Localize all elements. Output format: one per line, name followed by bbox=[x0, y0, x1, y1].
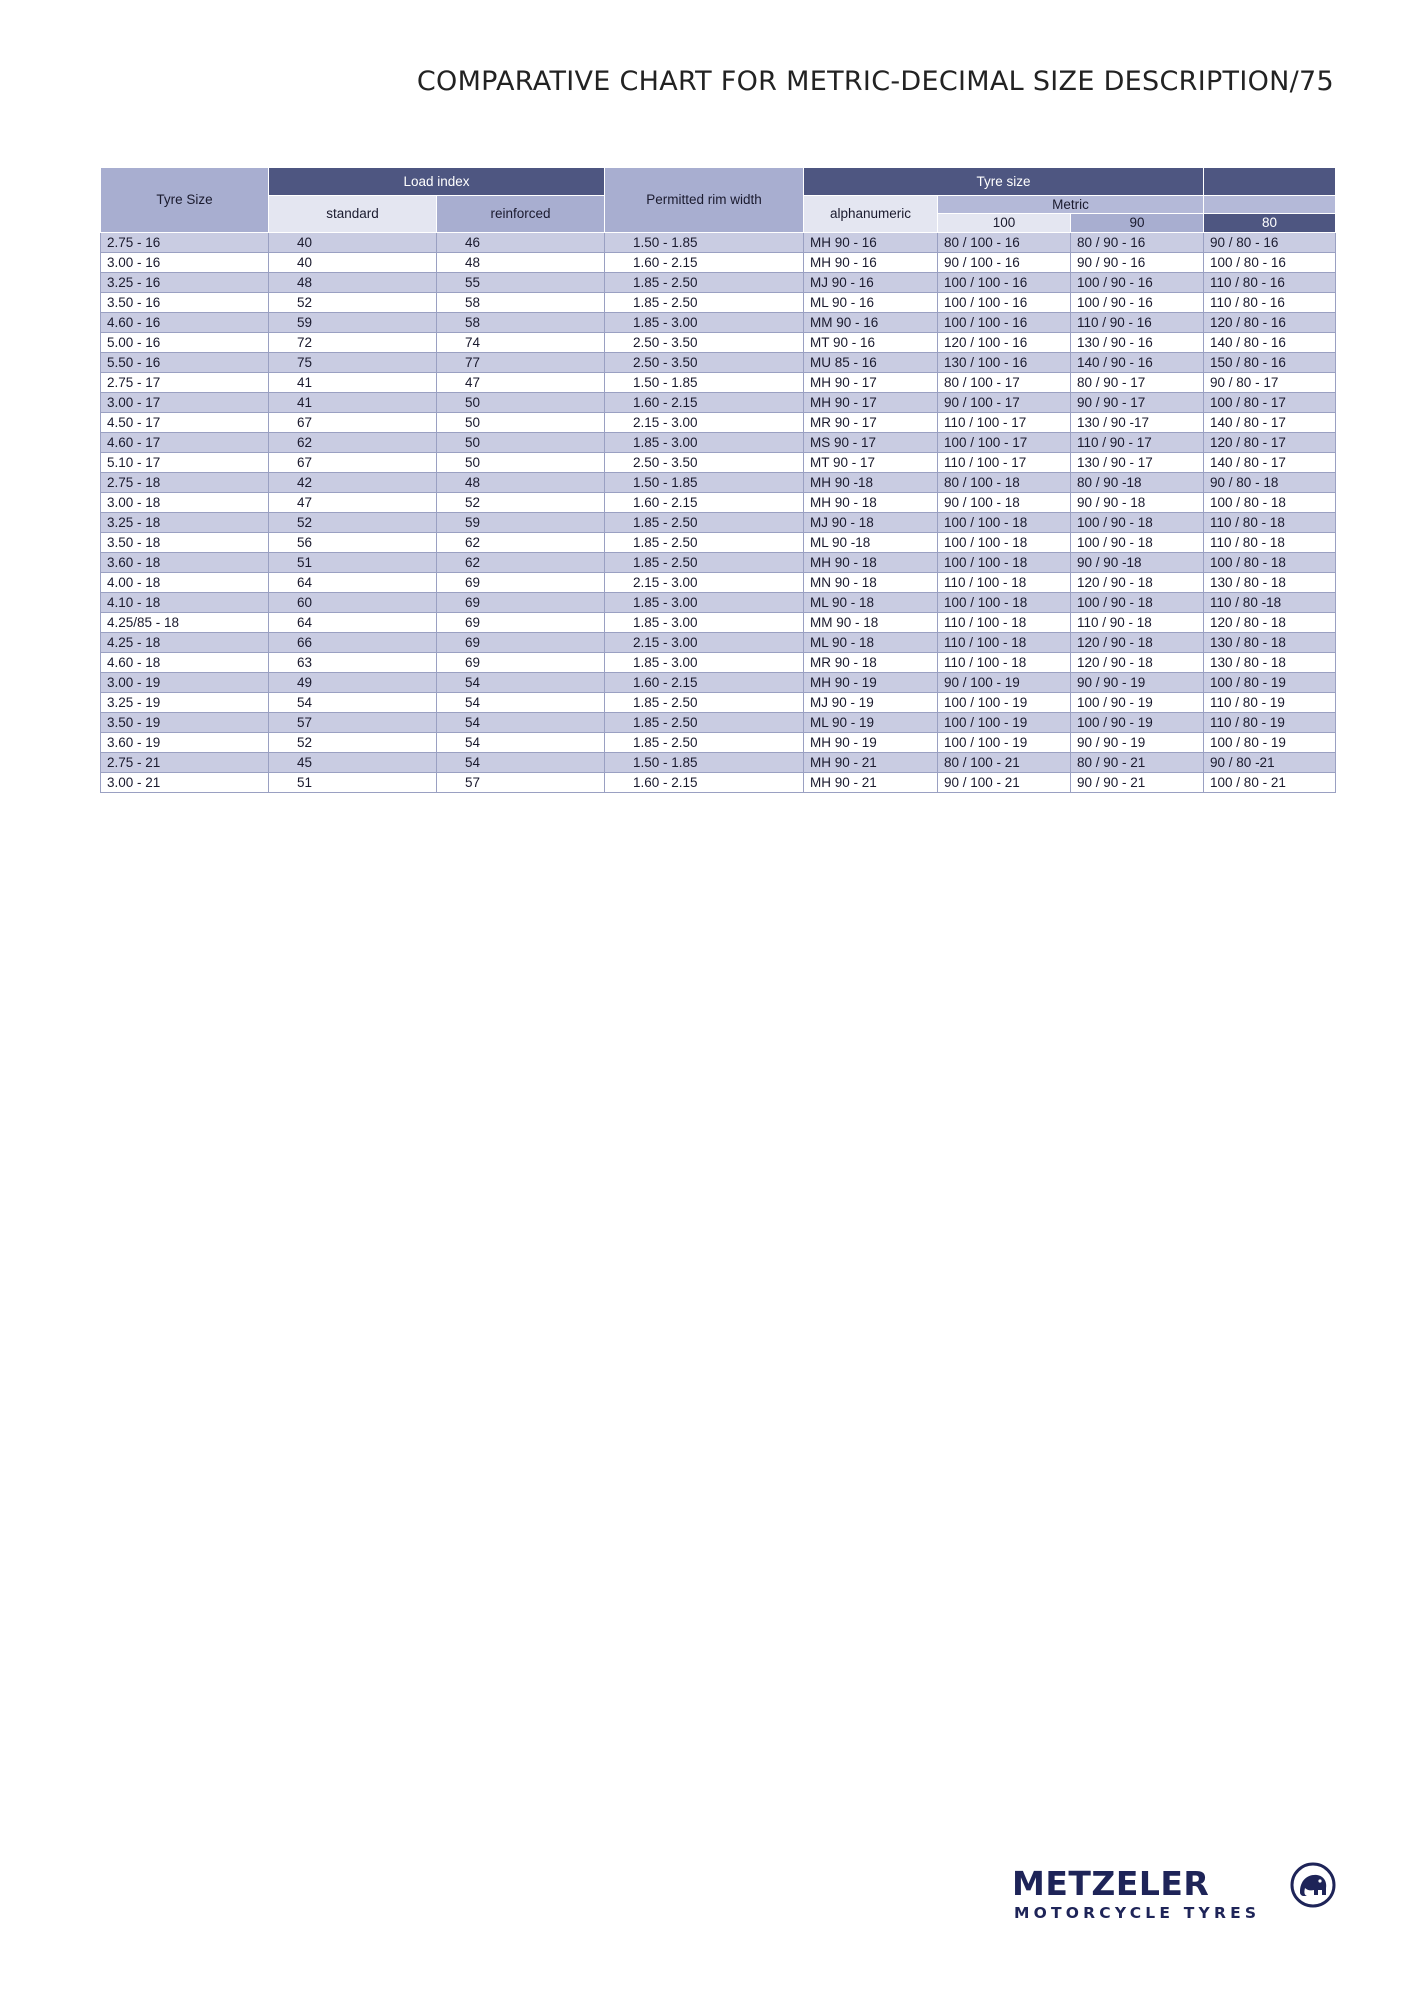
cell-load-standard: 67 bbox=[269, 453, 437, 473]
cell-metric-90: 120 / 90 - 18 bbox=[1071, 573, 1204, 593]
header-rim-width: Permitted rim width bbox=[605, 168, 804, 233]
table-row bbox=[101, 573, 1336, 593]
cell-rim-width: 2.15 - 3.00 bbox=[605, 633, 804, 653]
cell-load-reinforced: 57 bbox=[437, 773, 605, 793]
cell-metric-80: 100 / 80 - 19 bbox=[1204, 673, 1336, 693]
cell-rim-width: 2.15 - 3.00 bbox=[605, 573, 804, 593]
header-blank-dark bbox=[1204, 168, 1336, 196]
cell-load-reinforced: 50 bbox=[437, 393, 605, 413]
cell-tyre-size: 4.25/85 - 18 bbox=[101, 613, 269, 633]
cell-metric-80: 100 / 80 - 19 bbox=[1204, 733, 1336, 753]
cell-metric-90: 90 / 90 -18 bbox=[1071, 553, 1204, 573]
cell-metric-80: 110 / 80 - 16 bbox=[1204, 273, 1336, 293]
cell-metric-80: 110 / 80 - 18 bbox=[1204, 513, 1336, 533]
cell-load-standard: 41 bbox=[269, 393, 437, 413]
cell-load-reinforced: 55 bbox=[437, 273, 605, 293]
cell-load-reinforced: 58 bbox=[437, 293, 605, 313]
cell-metric-80: 110 / 80 - 19 bbox=[1204, 693, 1336, 713]
table-row bbox=[101, 453, 1336, 473]
header-reinforced: reinforced bbox=[437, 196, 605, 233]
cell-metric-90: 110 / 90 - 18 bbox=[1071, 613, 1204, 633]
cell-load-reinforced: 47 bbox=[437, 373, 605, 393]
table-row bbox=[101, 373, 1336, 393]
cell-metric-100: 110 / 100 - 18 bbox=[938, 573, 1071, 593]
cell-metric-90: 130 / 90 - 17 bbox=[1071, 453, 1204, 473]
cell-metric-80: 130 / 80 - 18 bbox=[1204, 573, 1336, 593]
cell-load-standard: 49 bbox=[269, 673, 437, 693]
cell-metric-80: 110 / 80 -18 bbox=[1204, 593, 1336, 613]
cell-tyre-size: 3.00 - 18 bbox=[101, 493, 269, 513]
table-row bbox=[101, 253, 1336, 273]
cell-metric-100: 100 / 100 - 16 bbox=[938, 293, 1071, 313]
cell-rim-width: 1.85 - 2.50 bbox=[605, 513, 804, 533]
table-row bbox=[101, 513, 1336, 533]
cell-metric-90: 130 / 90 -17 bbox=[1071, 413, 1204, 433]
cell-load-standard: 57 bbox=[269, 713, 437, 733]
cell-alphanumeric: MU 85 - 16 bbox=[804, 353, 938, 373]
cell-tyre-size: 4.60 - 18 bbox=[101, 653, 269, 673]
metzeler-logo bbox=[1012, 1864, 1338, 1926]
cell-metric-90: 100 / 90 - 18 bbox=[1071, 513, 1204, 533]
cell-metric-90: 110 / 90 - 17 bbox=[1071, 433, 1204, 453]
cell-metric-100: 110 / 100 - 18 bbox=[938, 633, 1071, 653]
cell-rim-width: 1.50 - 1.85 bbox=[605, 233, 804, 253]
cell-metric-90: 100 / 90 - 18 bbox=[1071, 593, 1204, 613]
cell-alphanumeric: MS 90 - 17 bbox=[804, 433, 938, 453]
cell-rim-width: 2.15 - 3.00 bbox=[605, 413, 804, 433]
cell-tyre-size: 4.00 - 18 bbox=[101, 573, 269, 593]
cell-metric-90: 80 / 90 - 21 bbox=[1071, 753, 1204, 773]
cell-load-standard: 40 bbox=[269, 233, 437, 253]
cell-tyre-size: 5.00 - 16 bbox=[101, 333, 269, 353]
cell-alphanumeric: MM 90 - 18 bbox=[804, 613, 938, 633]
cell-metric-90: 90 / 90 - 17 bbox=[1071, 393, 1204, 413]
cell-metric-90: 100 / 90 - 19 bbox=[1071, 693, 1204, 713]
table-row bbox=[101, 593, 1336, 613]
cell-tyre-size: 4.10 - 18 bbox=[101, 593, 269, 613]
cell-alphanumeric: MJ 90 - 19 bbox=[804, 693, 938, 713]
cell-metric-90: 130 / 90 - 16 bbox=[1071, 333, 1204, 353]
cell-rim-width: 1.85 - 2.50 bbox=[605, 733, 804, 753]
cell-metric-80: 120 / 80 - 16 bbox=[1204, 313, 1336, 333]
cell-load-reinforced: 54 bbox=[437, 673, 605, 693]
cell-metric-80: 110 / 80 - 18 bbox=[1204, 533, 1336, 553]
cell-load-reinforced: 48 bbox=[437, 473, 605, 493]
cell-rim-width: 1.85 - 3.00 bbox=[605, 313, 804, 333]
cell-load-reinforced: 50 bbox=[437, 413, 605, 433]
header-row-1 bbox=[101, 168, 1336, 196]
cell-alphanumeric: MJ 90 - 18 bbox=[804, 513, 938, 533]
cell-alphanumeric: MH 90 - 16 bbox=[804, 233, 938, 253]
cell-load-standard: 60 bbox=[269, 593, 437, 613]
cell-metric-80: 90 / 80 -21 bbox=[1204, 753, 1336, 773]
cell-load-standard: 45 bbox=[269, 753, 437, 773]
cell-rim-width: 1.85 - 3.00 bbox=[605, 593, 804, 613]
table-body bbox=[101, 233, 1336, 793]
cell-alphanumeric: MH 90 - 17 bbox=[804, 393, 938, 413]
header-standard: standard bbox=[269, 196, 437, 233]
cell-rim-width: 1.60 - 2.15 bbox=[605, 773, 804, 793]
cell-tyre-size: 5.10 - 17 bbox=[101, 453, 269, 473]
cell-load-reinforced: 59 bbox=[437, 513, 605, 533]
cell-metric-90: 120 / 90 - 18 bbox=[1071, 633, 1204, 653]
cell-alphanumeric: MH 90 - 21 bbox=[804, 753, 938, 773]
cell-load-standard: 52 bbox=[269, 293, 437, 313]
cell-alphanumeric: ML 90 - 18 bbox=[804, 633, 938, 653]
cell-metric-90: 80 / 90 -18 bbox=[1071, 473, 1204, 493]
cell-tyre-size: 3.25 - 19 bbox=[101, 693, 269, 713]
cell-metric-90: 80 / 90 - 17 bbox=[1071, 373, 1204, 393]
cell-rim-width: 1.85 - 3.00 bbox=[605, 653, 804, 673]
cell-metric-80: 110 / 80 - 19 bbox=[1204, 713, 1336, 733]
cell-rim-width: 1.85 - 3.00 bbox=[605, 433, 804, 453]
cell-tyre-size: 3.00 - 19 bbox=[101, 673, 269, 693]
cell-load-reinforced: 50 bbox=[437, 433, 605, 453]
cell-metric-90: 90 / 90 - 18 bbox=[1071, 493, 1204, 513]
header-metric: Metric bbox=[938, 196, 1204, 214]
cell-alphanumeric: MH 90 - 21 bbox=[804, 773, 938, 793]
cell-tyre-size: 3.60 - 18 bbox=[101, 553, 269, 573]
cell-alphanumeric: MJ 90 - 16 bbox=[804, 273, 938, 293]
page-title: COMPARATIVE CHART FOR METRIC-DECIMAL SIZE DESCRIPTION/75 bbox=[416, 66, 1334, 97]
cell-metric-100: 100 / 100 - 18 bbox=[938, 513, 1071, 533]
cell-alphanumeric: MH 90 -18 bbox=[804, 473, 938, 493]
cell-alphanumeric: MH 90 - 19 bbox=[804, 673, 938, 693]
table-row bbox=[101, 713, 1336, 733]
cell-load-reinforced: 48 bbox=[437, 253, 605, 273]
cell-metric-80: 100 / 80 - 16 bbox=[1204, 253, 1336, 273]
cell-metric-80: 90 / 80 - 17 bbox=[1204, 373, 1336, 393]
cell-alphanumeric: MR 90 - 17 bbox=[804, 413, 938, 433]
cell-load-reinforced: 69 bbox=[437, 573, 605, 593]
brand-tagline: MOTORCYCLE TYRES bbox=[1014, 1904, 1261, 1922]
cell-metric-90: 90 / 90 - 19 bbox=[1071, 733, 1204, 753]
cell-metric-100: 100 / 100 - 16 bbox=[938, 273, 1071, 293]
header-metric-80: 80 bbox=[1204, 214, 1336, 233]
cell-load-reinforced: 62 bbox=[437, 553, 605, 573]
cell-tyre-size: 3.25 - 18 bbox=[101, 513, 269, 533]
cell-load-reinforced: 46 bbox=[437, 233, 605, 253]
cell-rim-width: 1.85 - 2.50 bbox=[605, 533, 804, 553]
cell-metric-100: 100 / 100 - 19 bbox=[938, 693, 1071, 713]
cell-metric-100: 100 / 100 - 17 bbox=[938, 433, 1071, 453]
cell-metric-90: 100 / 90 - 16 bbox=[1071, 293, 1204, 313]
cell-metric-100: 90 / 100 - 18 bbox=[938, 493, 1071, 513]
cell-metric-100: 110 / 100 - 18 bbox=[938, 613, 1071, 633]
table-row bbox=[101, 313, 1336, 333]
cell-metric-80: 100 / 80 - 18 bbox=[1204, 493, 1336, 513]
cell-metric-80: 100 / 80 - 21 bbox=[1204, 773, 1336, 793]
cell-load-standard: 66 bbox=[269, 633, 437, 653]
cell-tyre-size: 3.60 - 19 bbox=[101, 733, 269, 753]
cell-rim-width: 2.50 - 3.50 bbox=[605, 453, 804, 473]
table-row bbox=[101, 433, 1336, 453]
cell-rim-width: 1.60 - 2.15 bbox=[605, 393, 804, 413]
table-row bbox=[101, 493, 1336, 513]
cell-metric-80: 120 / 80 - 18 bbox=[1204, 613, 1336, 633]
cell-alphanumeric: MH 90 - 18 bbox=[804, 493, 938, 513]
cell-metric-90: 120 / 90 - 18 bbox=[1071, 653, 1204, 673]
cell-rim-width: 1.60 - 2.15 bbox=[605, 673, 804, 693]
cell-metric-100: 100 / 100 - 18 bbox=[938, 593, 1071, 613]
header-load-index: Load index bbox=[269, 168, 605, 196]
cell-metric-80: 130 / 80 - 18 bbox=[1204, 633, 1336, 653]
table-row bbox=[101, 773, 1336, 793]
cell-metric-100: 110 / 100 - 17 bbox=[938, 453, 1071, 473]
table-row bbox=[101, 533, 1336, 553]
cell-load-standard: 51 bbox=[269, 773, 437, 793]
cell-metric-80: 110 / 80 - 16 bbox=[1204, 293, 1336, 313]
cell-alphanumeric: ML 90 - 16 bbox=[804, 293, 938, 313]
cell-load-standard: 41 bbox=[269, 373, 437, 393]
cell-rim-width: 2.50 - 3.50 bbox=[605, 333, 804, 353]
cell-load-standard: 54 bbox=[269, 693, 437, 713]
table-row bbox=[101, 273, 1336, 293]
cell-rim-width: 1.85 - 2.50 bbox=[605, 713, 804, 733]
cell-rim-width: 1.85 - 2.50 bbox=[605, 273, 804, 293]
cell-load-reinforced: 62 bbox=[437, 533, 605, 553]
cell-rim-width: 1.60 - 2.15 bbox=[605, 253, 804, 273]
cell-load-standard: 40 bbox=[269, 253, 437, 273]
cell-load-reinforced: 74 bbox=[437, 333, 605, 353]
cell-tyre-size: 3.50 - 16 bbox=[101, 293, 269, 313]
brand-name: METZELER bbox=[1012, 1864, 1210, 1903]
size-comparison-table bbox=[100, 167, 1336, 793]
cell-alphanumeric: MT 90 - 16 bbox=[804, 333, 938, 353]
cell-load-standard: 62 bbox=[269, 433, 437, 453]
cell-load-reinforced: 69 bbox=[437, 593, 605, 613]
cell-metric-100: 80 / 100 - 18 bbox=[938, 473, 1071, 493]
cell-metric-100: 130 / 100 - 16 bbox=[938, 353, 1071, 373]
cell-load-reinforced: 77 bbox=[437, 353, 605, 373]
cell-metric-100: 90 / 100 - 16 bbox=[938, 253, 1071, 273]
cell-load-reinforced: 54 bbox=[437, 753, 605, 773]
header-metric-100: 100 bbox=[938, 214, 1071, 233]
header-alphanumeric: alphanumeric bbox=[804, 196, 938, 233]
cell-load-standard: 75 bbox=[269, 353, 437, 373]
cell-rim-width: 1.60 - 2.15 bbox=[605, 493, 804, 513]
cell-load-reinforced: 50 bbox=[437, 453, 605, 473]
header-tyre-size: Tyre Size bbox=[101, 168, 269, 233]
table-row bbox=[101, 633, 1336, 653]
table-row bbox=[101, 473, 1336, 493]
cell-load-standard: 52 bbox=[269, 733, 437, 753]
cell-metric-90: 110 / 90 - 16 bbox=[1071, 313, 1204, 333]
cell-load-standard: 52 bbox=[269, 513, 437, 533]
cell-tyre-size: 4.60 - 16 bbox=[101, 313, 269, 333]
cell-load-reinforced: 69 bbox=[437, 653, 605, 673]
cell-load-standard: 64 bbox=[269, 613, 437, 633]
table-row bbox=[101, 333, 1336, 353]
cell-load-reinforced: 54 bbox=[437, 693, 605, 713]
table-row bbox=[101, 553, 1336, 573]
cell-load-reinforced: 54 bbox=[437, 713, 605, 733]
cell-metric-80: 140 / 80 - 17 bbox=[1204, 413, 1336, 433]
cell-metric-100: 90 / 100 - 17 bbox=[938, 393, 1071, 413]
cell-metric-100: 80 / 100 - 17 bbox=[938, 373, 1071, 393]
cell-metric-90: 100 / 90 - 18 bbox=[1071, 533, 1204, 553]
cell-rim-width: 1.50 - 1.85 bbox=[605, 473, 804, 493]
header-tyre-size-group: Tyre size bbox=[804, 168, 1204, 196]
cell-metric-90: 90 / 90 - 19 bbox=[1071, 673, 1204, 693]
cell-metric-90: 90 / 90 - 16 bbox=[1071, 253, 1204, 273]
cell-metric-90: 140 / 90 - 16 bbox=[1071, 353, 1204, 373]
cell-metric-90: 80 / 90 - 16 bbox=[1071, 233, 1204, 253]
table-row bbox=[101, 233, 1336, 253]
table-row bbox=[101, 753, 1336, 773]
cell-metric-80: 100 / 80 - 18 bbox=[1204, 553, 1336, 573]
cell-load-standard: 59 bbox=[269, 313, 437, 333]
cell-tyre-size: 3.50 - 18 bbox=[101, 533, 269, 553]
cell-tyre-size: 2.75 - 18 bbox=[101, 473, 269, 493]
table-row bbox=[101, 653, 1336, 673]
cell-metric-100: 100 / 100 - 19 bbox=[938, 713, 1071, 733]
cell-load-standard: 72 bbox=[269, 333, 437, 353]
cell-load-reinforced: 54 bbox=[437, 733, 605, 753]
cell-rim-width: 1.85 - 3.00 bbox=[605, 613, 804, 633]
elephant-icon bbox=[1290, 1862, 1336, 1908]
cell-metric-80: 130 / 80 - 18 bbox=[1204, 653, 1336, 673]
table-row bbox=[101, 613, 1336, 633]
cell-metric-80: 140 / 80 - 16 bbox=[1204, 333, 1336, 353]
cell-alphanumeric: MR 90 - 18 bbox=[804, 653, 938, 673]
cell-metric-100: 100 / 100 - 18 bbox=[938, 553, 1071, 573]
cell-tyre-size: 2.75 - 21 bbox=[101, 753, 269, 773]
cell-load-reinforced: 58 bbox=[437, 313, 605, 333]
cell-metric-80: 90 / 80 - 16 bbox=[1204, 233, 1336, 253]
cell-load-reinforced: 52 bbox=[437, 493, 605, 513]
cell-tyre-size: 5.50 - 16 bbox=[101, 353, 269, 373]
cell-load-standard: 42 bbox=[269, 473, 437, 493]
cell-alphanumeric: ML 90 - 18 bbox=[804, 593, 938, 613]
cell-metric-90: 100 / 90 - 16 bbox=[1071, 273, 1204, 293]
cell-tyre-size: 4.25 - 18 bbox=[101, 633, 269, 653]
cell-load-standard: 51 bbox=[269, 553, 437, 573]
cell-alphanumeric: MN 90 - 18 bbox=[804, 573, 938, 593]
cell-metric-80: 90 / 80 - 18 bbox=[1204, 473, 1336, 493]
cell-tyre-size: 3.50 - 19 bbox=[101, 713, 269, 733]
cell-rim-width: 1.50 - 1.85 bbox=[605, 753, 804, 773]
header-metric-90: 90 bbox=[1071, 214, 1204, 233]
cell-load-standard: 47 bbox=[269, 493, 437, 513]
cell-rim-width: 1.85 - 2.50 bbox=[605, 553, 804, 573]
cell-load-standard: 64 bbox=[269, 573, 437, 593]
table-row bbox=[101, 293, 1336, 313]
cell-tyre-size: 3.00 - 16 bbox=[101, 253, 269, 273]
cell-tyre-size: 3.00 - 21 bbox=[101, 773, 269, 793]
cell-load-reinforced: 69 bbox=[437, 633, 605, 653]
cell-metric-80: 140 / 80 - 17 bbox=[1204, 453, 1336, 473]
table-row bbox=[101, 413, 1336, 433]
cell-metric-100: 90 / 100 - 19 bbox=[938, 673, 1071, 693]
cell-metric-100: 80 / 100 - 21 bbox=[938, 753, 1071, 773]
cell-metric-100: 100 / 100 - 18 bbox=[938, 533, 1071, 553]
cell-rim-width: 1.85 - 2.50 bbox=[605, 293, 804, 313]
cell-tyre-size: 2.75 - 17 bbox=[101, 373, 269, 393]
cell-tyre-size: 4.50 - 17 bbox=[101, 413, 269, 433]
cell-alphanumeric: MH 90 - 18 bbox=[804, 553, 938, 573]
cell-metric-100: 100 / 100 - 19 bbox=[938, 733, 1071, 753]
cell-alphanumeric: MM 90 - 16 bbox=[804, 313, 938, 333]
cell-metric-80: 100 / 80 - 17 bbox=[1204, 393, 1336, 413]
cell-alphanumeric: ML 90 - 19 bbox=[804, 713, 938, 733]
cell-tyre-size: 2.75 - 16 bbox=[101, 233, 269, 253]
cell-metric-100: 120 / 100 - 16 bbox=[938, 333, 1071, 353]
table-row bbox=[101, 673, 1336, 693]
cell-metric-90: 100 / 90 - 19 bbox=[1071, 713, 1204, 733]
cell-metric-100: 110 / 100 - 18 bbox=[938, 653, 1071, 673]
cell-metric-100: 80 / 100 - 16 bbox=[938, 233, 1071, 253]
cell-tyre-size: 3.00 - 17 bbox=[101, 393, 269, 413]
cell-alphanumeric: MT 90 - 17 bbox=[804, 453, 938, 473]
cell-load-standard: 56 bbox=[269, 533, 437, 553]
cell-load-reinforced: 69 bbox=[437, 613, 605, 633]
cell-metric-100: 100 / 100 - 16 bbox=[938, 313, 1071, 333]
table-row bbox=[101, 693, 1336, 713]
header-blank-metric bbox=[1204, 196, 1336, 214]
cell-metric-100: 90 / 100 - 21 bbox=[938, 773, 1071, 793]
cell-metric-80: 150 / 80 - 16 bbox=[1204, 353, 1336, 373]
cell-metric-100: 110 / 100 - 17 bbox=[938, 413, 1071, 433]
cell-alphanumeric: MH 90 - 17 bbox=[804, 373, 938, 393]
table-row bbox=[101, 393, 1336, 413]
cell-alphanumeric: ML 90 -18 bbox=[804, 533, 938, 553]
cell-load-standard: 48 bbox=[269, 273, 437, 293]
cell-tyre-size: 4.60 - 17 bbox=[101, 433, 269, 453]
cell-metric-90: 90 / 90 - 21 bbox=[1071, 773, 1204, 793]
cell-rim-width: 2.50 - 3.50 bbox=[605, 353, 804, 373]
table-row bbox=[101, 733, 1336, 753]
cell-load-standard: 67 bbox=[269, 413, 437, 433]
cell-tyre-size: 3.25 - 16 bbox=[101, 273, 269, 293]
cell-rim-width: 1.50 - 1.85 bbox=[605, 373, 804, 393]
cell-alphanumeric: MH 90 - 19 bbox=[804, 733, 938, 753]
cell-alphanumeric: MH 90 - 16 bbox=[804, 253, 938, 273]
cell-metric-80: 120 / 80 - 17 bbox=[1204, 433, 1336, 453]
cell-rim-width: 1.85 - 2.50 bbox=[605, 693, 804, 713]
table-row bbox=[101, 353, 1336, 373]
cell-load-standard: 63 bbox=[269, 653, 437, 673]
